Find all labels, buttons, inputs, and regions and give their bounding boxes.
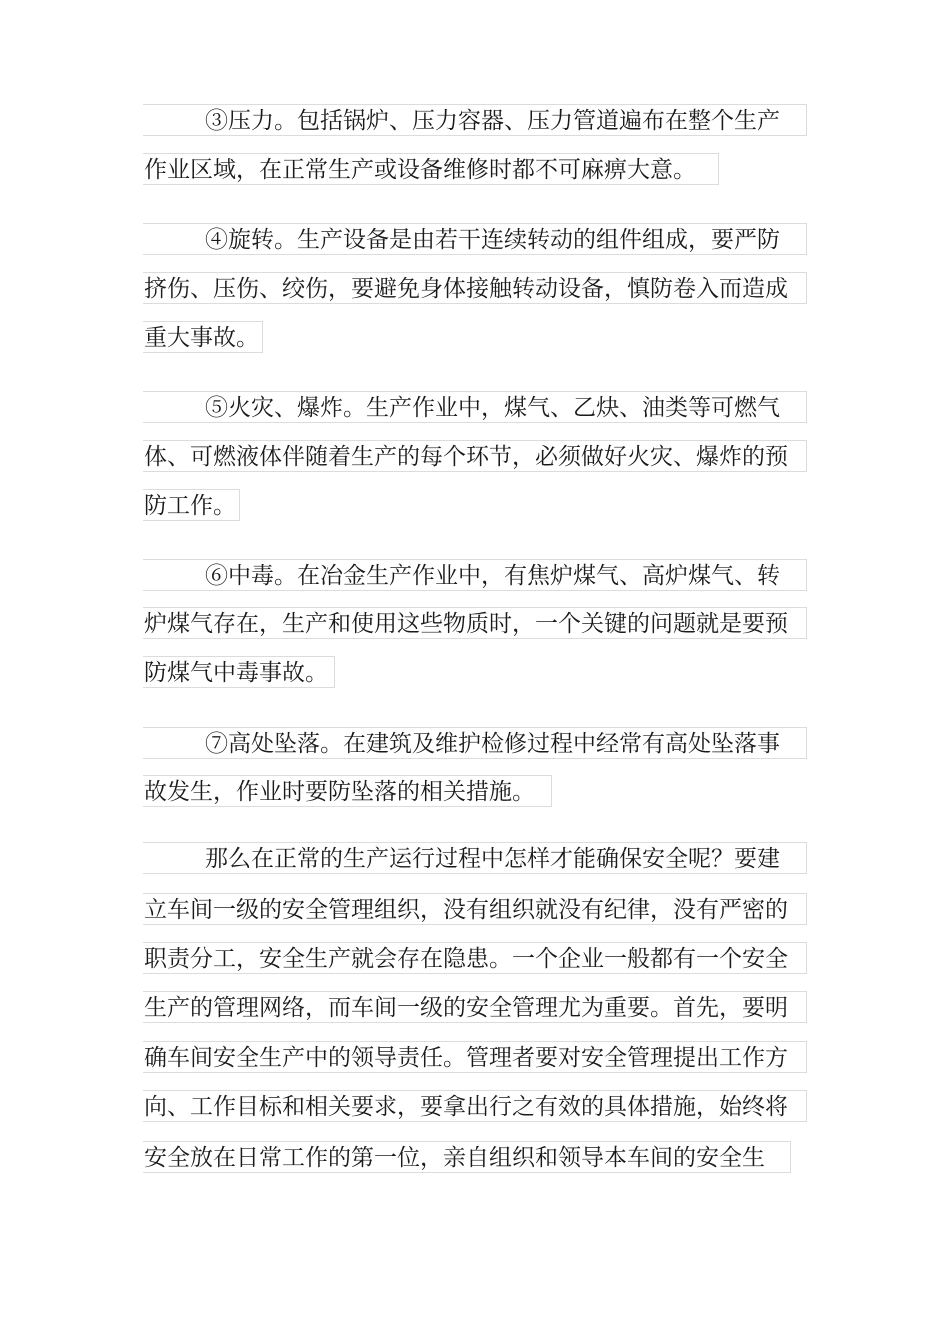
- paragraph-2-line-3: 重大事故。: [143, 321, 263, 353]
- paragraph-3-line-3: 防工作。: [143, 489, 240, 521]
- paragraph-4-line-1: ⑥中毒。在冶金生产作业中，有焦炉煤气、高炉煤气、转: [143, 559, 807, 591]
- paragraph-6-line-7: 安全放在日常工作的第一位，亲自组织和领导本车间的安全生: [143, 1141, 791, 1173]
- paragraph-6-line-2: 立车间一级的安全管理组织，没有组织就没有纪律，没有严密的: [143, 893, 807, 925]
- paragraph-4-line-3: 防煤气中毒事故。: [143, 656, 335, 688]
- paragraph-3-line-2: 体、可燃液体伴随着生产的每个环节，必须做好火灾、爆炸的预: [143, 440, 807, 472]
- paragraph-2-line-1: ④旋转。生产设备是由若干连续转动的组件组成，要严防: [143, 223, 807, 255]
- paragraph-6-line-4: 生产的管理网络，而车间一级的安全管理尤为重要。首先，要明: [143, 991, 807, 1023]
- paragraph-6-line-1: 那么在正常的生产运行过程中怎样才能确保安全呢？要建: [143, 842, 807, 874]
- paragraph-6-line-6: 向、工作目标和相关要求，要拿出行之有效的具体措施，始终将: [143, 1090, 807, 1122]
- paragraph-2-line-2: 挤伤、压伤、绞伤，要避免身体接触转动设备，慎防卷入而造成: [143, 272, 807, 304]
- paragraph-5-line-2: 故发生，作业时要防坠落的相关措施。: [143, 775, 552, 807]
- paragraph-4-line-2: 炉煤气存在，生产和使用这些物质时，一个关键的问题就是要预: [143, 607, 807, 639]
- paragraph-6-line-5: 确车间安全生产中的领导责任。管理者要对安全管理提出工作方: [143, 1041, 807, 1073]
- paragraph-1-line-2: 作业区域，在正常生产或设备维修时都不可麻痹大意。: [143, 153, 719, 185]
- paragraph-6-line-3: 职责分工，安全生产就会存在隐患。一个企业一般都有一个安全: [143, 942, 807, 974]
- paragraph-1-line-1: ③压力。包括锅炉、压力容器、压力管道遍布在整个生产: [143, 104, 807, 136]
- paragraph-3-line-1: ⑤火灾、爆炸。生产作业中，煤气、乙炔、油类等可燃气: [143, 391, 807, 423]
- paragraph-5-line-1: ⑦高处坠落。在建筑及维护检修过程中经常有高处坠落事: [143, 727, 807, 759]
